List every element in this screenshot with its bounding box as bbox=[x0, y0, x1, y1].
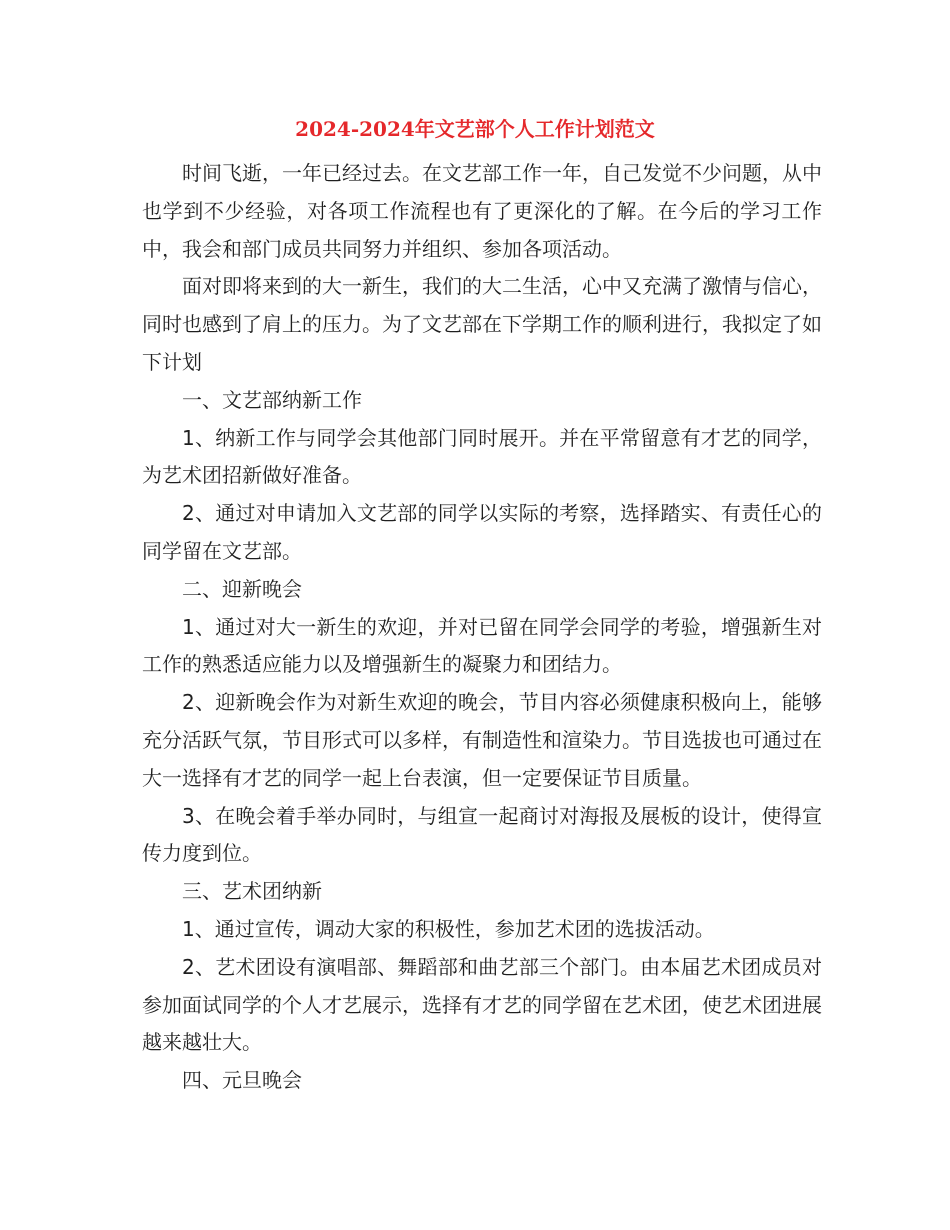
section-heading-art-troupe: 三、艺术团纳新 bbox=[182, 879, 322, 904]
paragraph-welcome-party-1: 1、通过对大一新生的欢迎，并对已留在同学会同学的考验，增强新生对工作的熟悉适应能力以及增强新生的凝聚力和团结力。 bbox=[142, 614, 822, 677]
document-body bbox=[142, 155, 822, 1100]
section-heading-recruitment: 一、文艺部纳新工作 bbox=[182, 387, 362, 412]
section-heading-new-year-party: 四、元旦晚会 bbox=[182, 1068, 302, 1093]
paragraph-art-troupe-1: 1、通过宣传，调动大家的积极性，参加艺术团的选拔活动。 bbox=[182, 916, 715, 941]
paragraph-plan-intro: 面对即将来到的大一新生，我们的大二生活，心中又充满了激情与信心，同时也感到了肩上的压力。为了文艺部在下学期工作的顺利进行，我拟定了如下计划 bbox=[142, 274, 822, 374]
paragraph-recruitment-2: 2、通过对申请加入文艺部的同学以实际的考察，选择踏实、有责任心的同学留在文艺部。 bbox=[142, 501, 822, 563]
paragraph-art-troupe-2: 2、艺术团设有演唱部、舞蹈部和曲艺部三个部门。由本届艺术团成员对参加面试同学的个人才艺展示，选择有才艺的同学留在艺术团，使艺术团进展越来越壮大。 bbox=[142, 954, 822, 1055]
paragraph-welcome-party-3: 3、在晚会着手举办同时，与组宣一起商讨对海报及展板的设计，使得宣传力度到位。 bbox=[142, 803, 822, 866]
section-heading-welcome-party: 二、迎新晚会 bbox=[182, 576, 302, 601]
document-title: 2024-2024年文艺部个人工作计划范文 bbox=[295, 117, 655, 141]
paragraph-recruitment-1: 1、纳新工作与同学会其他部门同时展开。并在平常留意有才艺的同学，为艺术团招新做好准备。 bbox=[142, 425, 822, 488]
paragraph-welcome-party-2: 2、迎新晚会作为对新生欢迎的晚会，节目内容必须健康积极向上，能够充分活跃气氛，节目形式可以多样，有制造性和渲染力。节目选拔也可通过在大一选择有才艺的同学一起上台表演，但一定要保证节目质量。 bbox=[142, 690, 822, 790]
paragraph-intro: 时间飞逝，一年已经过去。在文艺部工作一年，自己发觉不少问题，从中也学到不少经验，对各项工作流程也有了更深化的了解。在今后的学习工作中，我会和部门成员共同努力并组织、参加各项活动。 bbox=[142, 161, 822, 261]
